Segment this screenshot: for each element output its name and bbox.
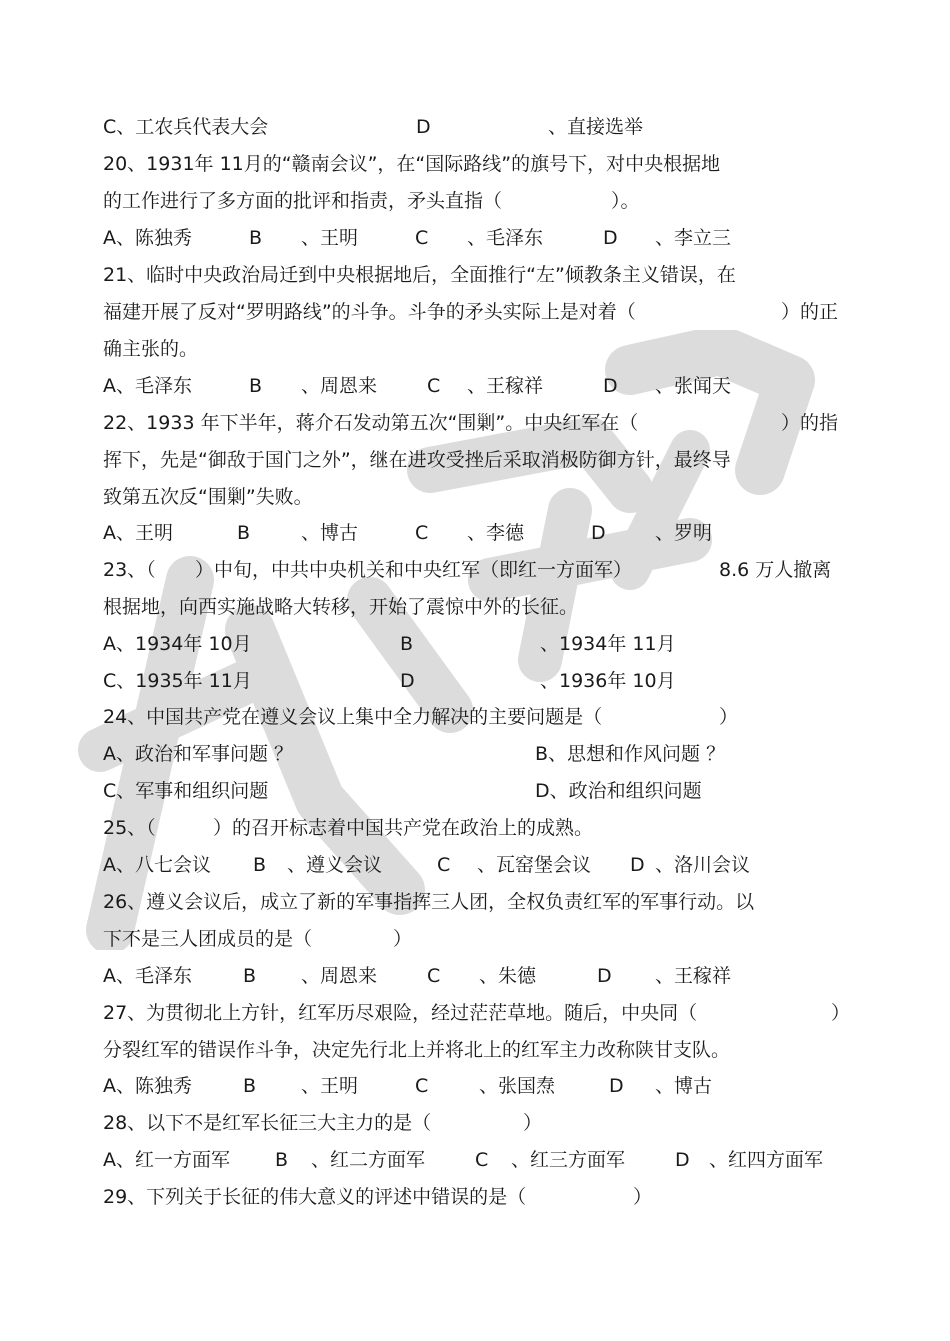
option-c: C、1935年 11月 — [103, 670, 252, 692]
question-26-options — [103, 961, 803, 991]
question-28-options — [103, 1145, 843, 1175]
option-c-letter: C — [415, 522, 429, 544]
option-a: A、八七会议 — [103, 854, 212, 876]
question-24-options-ab — [103, 739, 803, 769]
option-c-text: 、李德 — [467, 522, 525, 544]
option-c-letter: C — [415, 227, 429, 249]
option-a: A、政治和军事问题 ？ — [103, 743, 294, 765]
question-22-options — [103, 518, 803, 548]
question-29-line-1: 29、下列关于长征的伟大意义的评述中错误的是（ ） — [103, 1186, 653, 1208]
question-26-line-1: 26、遵义会议后，成立了新的军事指挥三人团，全权负责红军的军事行动。以 — [103, 891, 755, 913]
question-22-line-2: 挥下，先是“御敌于国门之外”，继在进攻受挫后采取消极防御方针，最终导 — [103, 449, 731, 471]
option-b-letter: B — [249, 375, 263, 397]
option-b-text: 、博古 — [301, 522, 359, 544]
option-b-text: 、红二方面军 — [311, 1149, 426, 1171]
option-a: A、毛泽东 — [103, 375, 193, 397]
question-22-line-1: 22、1933 年下半年，蒋介石发动第五次“围剿”。中央红军在（ ）的指 — [103, 412, 839, 434]
option-b-letter: B — [400, 633, 414, 655]
option-d-text: 、罗明 — [655, 522, 713, 544]
option-a: A、毛泽东 — [103, 965, 193, 987]
option-d-letter: D — [400, 670, 415, 692]
option-b-letter: B — [243, 1075, 257, 1097]
question-23-line-2: 根据地，向西实施战略大转移，开始了震惊中外的长征。 — [103, 596, 579, 618]
option-b-text: 、周恩来 — [301, 375, 378, 397]
option-c-text: 、瓦窑堡会议 — [477, 854, 592, 876]
option-d-letter: D — [675, 1149, 690, 1171]
question-27-options — [103, 1071, 803, 1101]
question-27-line-1: 27、为贯彻北上方针，红军历尽艰险，经过茫茫草地。随后，中央同（ ） — [103, 1002, 851, 1024]
question-21-line-1: 21、临时中央政治局迁到中央根据地后，全面推行“左”倾教条主义错误，在 — [103, 264, 736, 286]
option-d-text: 、王稼祥 — [655, 965, 732, 987]
option-b-text: 、王明 — [301, 227, 359, 249]
option-c-text: 、朱德 — [479, 965, 537, 987]
option-b-letter: B — [253, 854, 267, 876]
option-b-letter: B — [243, 965, 257, 987]
option-c-text: 、毛泽东 — [467, 227, 544, 249]
option-b-text: 、王明 — [301, 1075, 359, 1097]
option-b: B、思想和作风问题 ？ — [535, 743, 726, 765]
question-26-line-2: 下不是三人团成员的是（ ） — [103, 928, 413, 950]
option-b-letter: B — [275, 1149, 289, 1171]
option-c: C、军事和组织问题 — [103, 780, 269, 802]
option-d-text: 、1936年 10月 — [540, 670, 676, 692]
question-21-options — [103, 371, 803, 401]
option-c-letter: C — [475, 1149, 489, 1171]
option-d-letter: D — [609, 1075, 624, 1097]
option-d-text: 、直接选举 — [548, 116, 644, 138]
option-b-text: 、周恩来 — [301, 965, 378, 987]
option-d-text: 、张闻天 — [655, 375, 732, 397]
option-d-letter: D — [597, 965, 612, 987]
question-21-line-2: 福建开展了反对“罗明路线”的斗争。斗争的矛头实际上是对着（ ）的正 — [103, 301, 839, 323]
option-a: A、陈独秀 — [103, 1075, 193, 1097]
option-c: C、工农兵代表大会 — [103, 116, 269, 138]
option-a: A、红一方面军 — [103, 1149, 231, 1171]
option-c-text: 、张国焘 — [479, 1075, 556, 1097]
option-a: A、陈独秀 — [103, 227, 193, 249]
question-25-line-1: 25、（ ）的召开标志着中国共产党在政治上的成熟。 — [103, 817, 594, 839]
option-d-letter: D — [416, 116, 431, 138]
option-d-letter: D — [630, 854, 645, 876]
question-24-line-1: 24、中国共产党在遵义会议上集中全力解决的主要问题是（ ） — [103, 706, 739, 728]
option-b-letter: B — [237, 522, 251, 544]
option-d-text: 、博古 — [655, 1075, 713, 1097]
option-d-text: 、红四方面军 — [709, 1149, 824, 1171]
option-b-text: 、遵义会议 — [287, 854, 383, 876]
option-c-letter: C — [427, 965, 441, 987]
question-19-options — [103, 112, 803, 142]
question-28-line-1: 28、以下不是红军长征三大主力的是（ ） — [103, 1112, 543, 1134]
question-27-line-2: 分裂红军的错误作斗争，决定先行北上并将北上的红军主力改称陕甘支队。 — [103, 1039, 731, 1061]
option-b-letter: B — [249, 227, 263, 249]
option-c-text: 、王稼祥 — [467, 375, 544, 397]
question-24-options-cd — [103, 776, 803, 806]
option-a: A、王明 — [103, 522, 174, 544]
option-d-text: 、洛川会议 — [655, 854, 751, 876]
option-c-letter: C — [415, 1075, 429, 1097]
question-23-options-cd — [103, 666, 803, 696]
option-d-letter: D — [603, 227, 618, 249]
option-d: D、政治和组织问题 — [535, 780, 702, 802]
question-20-line-1: 20、1931年 11月的“赣南会议”，在“国际路线”的旗号下，对中央根据地 — [103, 153, 721, 175]
option-c-letter: C — [437, 854, 451, 876]
option-b-text: 、1934年 11月 — [540, 633, 676, 655]
question-20-options — [103, 223, 803, 253]
option-d-letter: D — [591, 522, 606, 544]
question-22-line-3: 致第五次反“围剿”失败。 — [103, 486, 313, 508]
question-23-line-1: 23、（ ）中旬，中共中央机关和中央红军（即红一方面军） 8.6 万人撤离 — [103, 559, 832, 581]
option-d-text: 、李立三 — [655, 227, 732, 249]
option-d-letter: D — [603, 375, 618, 397]
question-25-options — [103, 850, 803, 880]
option-c-text: 、红三方面军 — [511, 1149, 626, 1171]
question-20-line-2: 的工作进行了多方面的批评和指责，矛头直指（ ）。 — [103, 190, 640, 212]
question-21-line-3: 确主张的。 — [103, 338, 199, 360]
question-23-options-ab — [103, 629, 803, 659]
option-c-letter: C — [427, 375, 441, 397]
option-a: A、1934年 10月 — [103, 633, 252, 655]
